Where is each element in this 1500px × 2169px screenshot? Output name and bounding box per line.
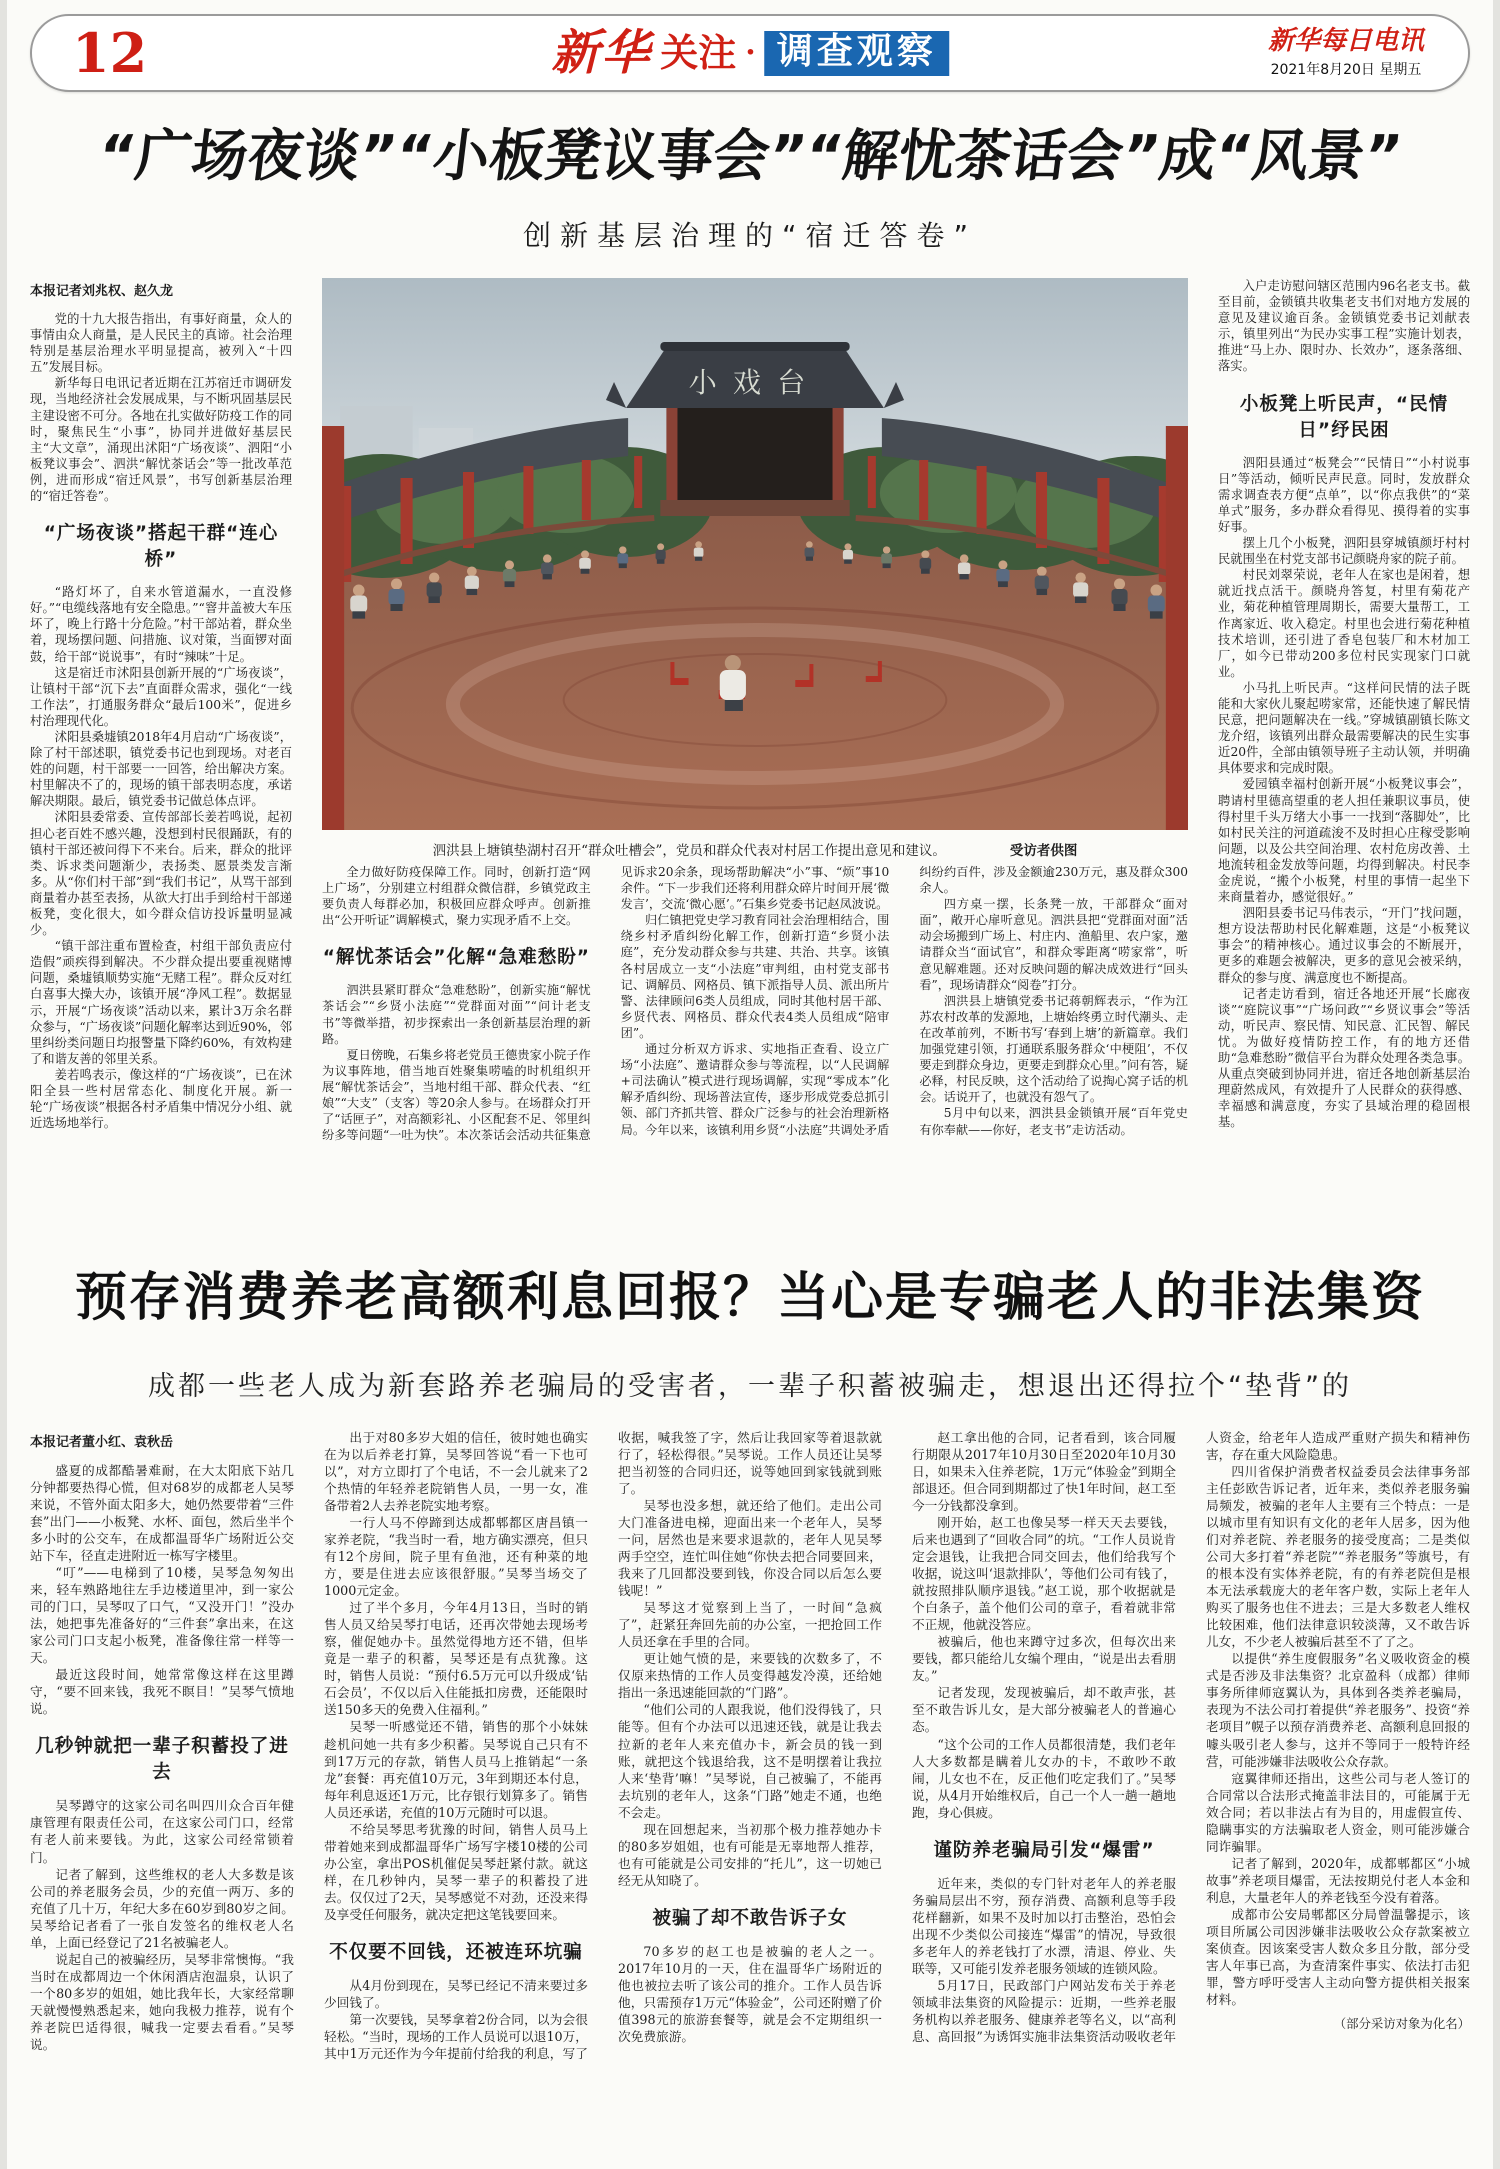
paragraph: 成都市公安局郫都区分局曾温馨提示，该项目所属公司因涉嫌非法吸收公众存款案被立案侦查。因该案受害人数众多且分散，部分受害人年事已高，为查清案件事实、依法打击犯罪，警方呼吁受害人主动向警方提供相关报案材料。 (1206, 1906, 1470, 2007)
paragraph: 吴琴蹲守的这家公司名叫四川众合百年健康管理有限责任公司，在这家公司门口，经常有老人前来要钱。为此，这家公司经常锁着门。 (30, 1798, 294, 1865)
article-governance (30, 122, 1470, 1223)
section-heading: 被骗了却不敢告诉子女 (652, 1907, 848, 1929)
paragraph: 不给吴琴思考犹豫的时间，销售人员马上带着她来到成都温哥华广场写字楼10楼的公司办公室，拿出POS机催促吴琴赶紧付款。就这样，在几秒钟内，吴琴一辈子的积蓄投了进去。仅仅过了2天，吴琴感觉不对劲，还没来得及享受任何服务，就决定把这笔钱要回来。 (324, 1821, 588, 1922)
page-edge-right (1493, 0, 1500, 2169)
paragraph: “路灯坏了，自来水管道漏水，一直没修好。”“电缆线落地有安全隐患。”“窨井盖被大车压坏了，晚上行路十分危险。”村干部站着，群众坐着，现场摆问题、问措施、议对策，当面锣对面鼓，给干部“说说事”，有时“辣味”十足。 (30, 585, 292, 664)
article-elder-scam (30, 1267, 1470, 2129)
article1-headline: “广场夜谈”“小板凳议事会”“解忧茶话会”成“风景” (94, 124, 1406, 189)
article2-headline: 预存消费养老高额利息回报？当心是专骗老人的非法集资 (74, 1267, 1425, 1328)
paragraph: 从4月份到现在，吴琴已经记不清来要过多少回钱了。 (324, 1977, 588, 2010)
photo-credit: 受访者供图 (1009, 843, 1078, 859)
paragraph: 爱园镇幸福村创新开展“小板凳议事会”，聘请村里德高望重的老人担任兼职议事员，使得村里千头万绪大小事一一找到“落脚处”，比如村民关注的河道疏浚不及时担心庄稼受影响问题，以及公共空间治理、农村危房改善、土地流转租金发放等问题，均得到解决。村民李金虎说，“搬个小板凳，村里的事情一起坐下来商量着办，感觉很好。” (1218, 777, 1470, 905)
article1-middle-columns (322, 864, 1188, 1223)
paragraph: 更让她气愤的是，来要钱的次数多了，不仅原来热情的工作人员变得越发冷漠，还给她指出一条迅速能回款的“门路”。 (618, 1651, 882, 1701)
paragraph: 四川省保护消费者权益委员会法律事务部主任彭欧告诉记者，近年来，类似养老服务骗局频发，被骗的老年人主要有三个特点：一是以城市里有知识有文化的老年人居多，因为他们对养老院、养老服务的接受度高；二是类似公司大多打着“养老院”“养老服务”等旗号，有的根本没有实体养老院，有的有养老院但是根本无法承载庞大的老年客户数，实际上老年人购买了服务也住不进去；三是大多数老人维权比较困难，他们法律意识较淡薄，又不敢告诉儿女，不少老人被骗后甚至不了了之。 (1206, 1464, 1470, 1650)
paragraph: 说起自己的被骗经历，吴琴非常懊悔。“我当时在成都周边一个休闲酒店泡温泉，认识了一个80多岁的姐姐，她比我年长，大家经常聊天就慢慢熟悉起来，她向我极力推荐，说有个养老院巴适得很，喊我一定要去看看。”吴琴说。 (30, 1951, 294, 2052)
masthead-right (1267, 25, 1424, 79)
section-heading: 谨防养老骗局引发“爆雷” (933, 1839, 1155, 1861)
paragraph: 5月17日，民政部门户网站发布关于养老领域非法集资的风险提示：近期，一些养老服务机构以养老服务、健康养老等名义，以“高利息、高回报”为诱饵实施非法集资活动吸收老年人资金，给老年人造成严重财产损失和精神伤害，存在重大风险隐患。 (912, 1430, 1470, 2044)
section-heading: 不仅要不回钱，还被连环坑骗 (329, 1941, 583, 1963)
paragraph: 夏日傍晚，石集乡将老党员王德贵家小院子作为议事阵地，借当地百姓聚集唠嗑的时机组织开展“解忧茶话会”，当地村组干部、群众代表、“红娘”“大支”（支客）等20余人参与。在场群众打开了“话匣子”，对高额彩礼、小区配套不足、邻里纠纷多等问题“一吐为快”。本次茶话会活动共征集意见诉求20余条，现场帮助解决“小”事、“烦”事10余件。“下一步我们还将利用群众碎片时间开展‘微发言’，交流‘微心愿’。”石集乡党委书记赵凤波说。 (322, 865, 890, 1143)
masthead (30, 14, 1470, 92)
stage-sign-text: 小戏台 (688, 366, 822, 399)
paragraph: 泗阳县委书记马伟表示，“开门”找问题，想方设法帮助村民化解难题，这是“小板凳议事会”的精神核心。通过议事会的不断展开，更多的难题会被解决，更多的意见会被采纳，群众的参与度、满意度也不断提高。 (1218, 906, 1470, 985)
paragraph: 这是宿迁市沭阳县创新开展的“广场夜谈”，让镇村干部“沉下去”直面群众需求，强化“一线工作法”，打通服务群众“最后100米”，促进乡村治理现代化。 (30, 665, 292, 728)
footnote: （部分采访对象为化名） (1333, 2015, 1470, 2031)
section-name-badge: 调查观察 (765, 31, 949, 76)
paragraph: 第一次要钱，吴琴拿着2份合同，以为会很轻松。“当时，现场的工作人员说可以退10万，其中1万元还作为今年提前付给我的利息，写了收据，喊我签了字，然后让我回家等着退款就行了，轻松得很。”吴琴说。工作人员还让吴琴把当初签的合同归还，说等她回到家钱就到账了。 (324, 1430, 882, 2061)
paragraph: 记者发现，发现被骗后，却不敢声张，甚至不敢告诉儿女，是大部分被骗老人的普遍心态。 (912, 1685, 1176, 1735)
photo-caption-row (322, 830, 1188, 864)
section-heading: 几秒钟就把一辈子积蓄投了进去 (35, 1736, 289, 1784)
article-photo (322, 278, 1188, 830)
paragraph: 记者了解到，这些维权的老人大多数是该公司的养老服务会员，少的充值一两万、多的充值了几十万，年纪大多在60岁到80岁之间。吴琴给记者看了一张自发签名的维权老人名单，上面已经登记了21名被骗老人。 (30, 1866, 294, 1950)
paragraph: 沭阳县桑墟镇2018年4月启动“广场夜谈”，除了村干部述职，镇党委书记也到现场。对老百姓的问题，村干部要一一回答，给出解决方案。村里解决不了的，现场的镇干部表明态度，承诺解决期限。最后，镇党委书记做总体点评。 (30, 729, 292, 809)
paragraph: 出于对80多岁大姐的信任，彼时她也确实在为以后养老打算，吴琴回答说“看一下也可以”，对方立即打了个电话，不一会儿就来了2个热情的年轻养老院销售人员，一男一女，准备带着2人去养老院实地考察。 (324, 1430, 588, 1514)
paragraph: 现在回想起来，当初那个极力推荐她办卡的80多岁姐姐，也有可能是无辜地帮人推荐，也有可能就是公司安排的“托儿”，这一切她已经无从知晓了。 (618, 1821, 882, 1888)
paragraph: 一行人马不停蹄到达成都郫都区唐昌镇一家养老院，“我当时一看，地方确实漂亮，但只有12个房间，院子里有鱼池，还有种菜的地方，要是住进去应该很舒服。”吴琴当场交了1000元定金。 (324, 1515, 588, 1599)
paragraph: “这个公司的工作人员都很清楚，我们老年人大多数都是瞒着儿女办的卡，不敢吵不敢闹，儿女也不在，反正他们吃定我们了。”吴琴说，从4月开始维权后，自己一个人一趟一趟地跑，身心俱疲。 (912, 1736, 1176, 1820)
paragraph: 记者了解到，2020年，成都郫都区“小城故事”养老项目爆雷，无法按期兑付老人本金和利息，大量老年人的养老钱至今没有着落。 (1206, 1855, 1470, 1905)
paragraph: 姜若鸣表示，像这样的“广场夜谈”，已在沭阳全县一些村居常态化、制度化开展。新一轮“广场夜谈”根据各村矛盾集中情况分小组、就近选场地举行。 (30, 1067, 292, 1131)
section-heading: “广场夜谈”搭起干群“连心桥” (43, 523, 279, 571)
paragraph: 泗阳县通过“板凳会”“民情日”“小村说事日”等活动，倾听民声民意。同时，发放群众需求调查表方便“点单”，以“你点我供”的“菜单式”服务，多办群众看得见、摸得着的实事好事。 (1218, 455, 1470, 534)
paragraph: 通过分析双方诉求、实地指正查看、设立广场“小法庭”、邀请群众参与等流程，以“人民调解+司法确认”模式进行现场调解，实现“零成本”化解矛盾纠纷、现场普法宣传，逐步形成党委总抓引领、部门齐抓共管、群众广泛参与的社会治理新格局。今年以来，该镇利用乡贤“小法庭”共调处矛盾纠纷约百件，涉及金额逾230万元，惠及群众300余人。 (620, 865, 1188, 1137)
paragraph: 刚开始，赵工也像吴琴一样天天去要钱，后来也遇到了“回收合同”的坑。“工作人员说肯定会退钱，让我把合同交回去，他们给我写个收据，说这叫‘退款排队’，等他们公司有钱了，就按照排队顺序退钱。”赵工说，那个收据就是个白条子，盖个他们公司的章子，看着就非常不正规，他就没答应。 (912, 1515, 1176, 1633)
byline: 本报记者董小红、袁秋岳 (30, 1435, 174, 1451)
page-edge-left (0, 0, 7, 2169)
paragraph: 归仁镇把党史学习教育同社会治理相结合，围绕乡村矛盾纠纷化解工作，创新打造“乡贤小法庭”，充分发动群众参与共建、共治、共享。该镇各村居成立一支“小法庭”审判组，由村党支部书记、调解员、网格员、镇下派指导人员、派出所片警、法律顾问6类人员组成，同时其他村居干部、乡贤代表、网格员、群众代表4类人员组成“陪审团”。 (620, 913, 890, 1040)
article1-column-right (1218, 278, 1470, 1223)
paragraph: 党的十九大报告指出，有事好商量，众人的事情由众人商量，是人民民主的真谛。社会治理特别是基层治理水平明显提高，被列入“十四五”发展目标。 (30, 312, 292, 375)
paragraph: 沭阳县委常委、宣传部部长姜若鸣说，起初担心老百姓不感兴趣，没想到村民很踊跃，有的镇村干部还被问得下不来台。后来，群众的批评类、诉求类问题渐少，表扬类、愿景类发言渐多。从“你们村干部”到“我们书记”，从骂干部到商量着办甚至表扬，从欲大打出手到给村干部递板凳，变化很大，如今群众信访投诉量明显减少。 (30, 810, 292, 938)
paragraph: 记者走访看到，宿迁各地还开展“长廊夜谈”“庭院议事”“广场问政”“乡贤议事会”等活动，听民声、察民情、知民意、汇民智、解民忧。为做好疫情防控工作，有的地方还借助“急难愁盼”微信平台为群众处理各类急事。从重点突破到协同并进，宿迁各地创新基层治理蔚然成风，有效提升了人民群众的获得感、幸福感和满意度，夯实了县域治理的稳固根基。 (1218, 986, 1470, 1130)
focus-label: 关注 (660, 31, 737, 75)
paragraph: 近年来，类似的专门针对老年人的养老服务骗局层出不穷，预存消费、高额利息等手段花样翻新，如果不及时加以打击整治，恐怕会出现不少类似公司接连“爆雷”的情况，导致很多老年人的养老钱打了水漂，清退、停业、失联等，又可能引发养老服务领域的连锁风险。 (912, 1875, 1176, 1976)
paragraph: 以提供“养生度假服务”名义吸收资金的模式是否涉及非法集资？北京盈科（成都）律师事务所律师寇翼认为，具体到各类养老骗局，表现为不法公司打着提供“养老服务”、投资“养老项目”幌子以预存消费养老、高额利息回报的噱头吸引老人参与，这并不等同于一般特许经营，可能涉嫌非法吸收公众存款。 (1206, 1651, 1470, 1769)
paragraph: 新华每日电讯记者近期在江苏宿迁市调研发现，当地经济社会发展成果，与不断巩固基层民主建设密不可分。各地在扎实做好防疫工作的同时，聚焦民生“小事”，协同并进做好基层民主“大文章”，涌现出沭阳“广场夜谈”、泗阳“小板凳议事会”、泗洪“解忧茶话会”等一批改革范例，进而形成“宿迁风景”，书写创新基层治理的“宿迁答卷”。 (30, 376, 292, 504)
photo-caption: 泗洪县上塘镇垫湖村召开“群众吐槽会”，党员和群众代表对村居工作提出意见和建议。 (432, 843, 946, 859)
paragraph: 最近这段时间，她常常像这样在这里蹲守，“要不回来钱，我死不瞑目！”吴琴气愤地说。 (30, 1667, 294, 1717)
article1-middle (322, 278, 1188, 1223)
paragraph: 5月中旬以来，泗洪县金锁镇开展“百年党史有你奉献——你好，老支书”走访活动。 (919, 1106, 1188, 1137)
section-heading: “解忧茶话会”化解“急难愁盼” (322, 947, 590, 969)
paragraph: 吴琴这才觉察到上当了，一时间“急疯了”，赶紧狂奔回先前的办公室，一把抢回工作人员还拿在手里的合同。 (618, 1600, 882, 1650)
paragraph: “他们公司的人跟我说，他们没得钱了，只能等。但有个办法可以迅速还钱，就是让我去拉新的老年人来充值办卡，新会员的钱一到账，就把这个钱退给我，这不是明摆着让我拉人来‘垫背’嘛！”吴琴说，自己被骗了，不能再去坑别的老年人，这条“门路”她走不通，也绝不会走。 (618, 1702, 882, 1820)
edition-logo: 新华每日电讯 (1267, 25, 1424, 56)
article1-subtitle: 创新基层治理的“宿迁答卷” (522, 219, 977, 252)
date-line: 2021年8月20日 星期五 (1270, 61, 1422, 78)
article2-body (30, 1429, 1470, 2129)
article2-subtitle: 成都一些老人成为新套路养老骗局的受害者，一辈子积蓄被骗走，想退出还得拉个“垫背”的 (148, 1371, 1352, 1403)
page-number: 12 (72, 21, 148, 85)
paragraph: 被骗后，他也来蹲守过多次，但每次出来要钱，都只能给儿女编个理由，“说是出去看朋友。” (912, 1634, 1176, 1684)
paragraph: “镇干部注重布置检查，村组干部负责应付造假”顽疾得到解决。不少群众提出要重视赌博问题，桑墟镇顺势实施“无赌工程”。群众反对红白喜事大操大办，该镇开展“净风工程”。数据显示，开展“广场夜谈”活动以来，累计3万余名群众参与，“广场夜谈”问题化解率达到近90%，邻里纠纷类问题日均报警量下降约60%，有效构建了和谐友善的邻里关系。 (30, 939, 292, 1066)
paragraph: 过了半个多月，今年4月13日，当时的销售人员又给吴琴打电话，还再次带她去现场考察，催促她办卡。虽然觉得地方还不错，但毕竟是一辈子的积蓄，吴琴还是有点犹豫。这时，销售人员说：“预付6.5万元可以升级成‘钻石会员’，不仅以后入住能抵扣房费，还能限时送150多天的免费入住福利。” (324, 1600, 588, 1718)
paragraph: 入户走访慰问辖区范围内96名老支书。截至目前，金锁镇共收集老支书们对地方发展的意见及建议逾百条。金锁镇党委书记刘献表示，镇里列出“为民办实事工程”实施计划表，推进“马上办、限时办、长效办”，逐条落细、落实。 (1218, 279, 1470, 374)
paragraph: 赵工拿出他的合同，记者看到，该合同履行期限从2017年10月30日至2020年10月30日，如果未入住养老院，1万元“体验金”到期全部退还。但合同到期都过了快1年时间，赵工至今一分钱都没拿到。 (912, 1430, 1176, 1514)
photo-illustration (322, 278, 1188, 830)
article1-body (30, 278, 1470, 1223)
paragraph: 全力做好防疫保障工作。同时，创新打造“网上广场”，分别建立村组群众微信群，乡镇党政主要负责人每群必加，积极回应群众呼声。创新推出“公开听证”调解模式，聚力实现矛盾不上交。 (322, 865, 591, 928)
paragraph: 泗洪县上塘镇党委书记蒋朝辉表示，“作为江苏农村改革的发源地，上塘始终勇立时代潮头、走在改革前列，不断书写‘春到上塘’的新篇章。我们加强党建引领，打通联系服务群众‘中梗阻’，不仅要走到群众身边，更要走到群众心里。”问有答，疑必释，村民反映，这个活动给了说掏心窝子话的机会。话说开了，也就没有怨气了。 (919, 993, 1188, 1105)
paragraph: 盛夏的成都酷暑难耐，在大太阳底下站几分钟都要热得心慌，但对68岁的成都老人吴琴来说，不管外面太阳多大，她仍然要带着“三件套”出门——小板凳、水杯、面包，然后坐半个多小时的公交车，在成都温哥华广场附近公交站下车，径直走进附近一栋写字楼里。 (30, 1463, 294, 1564)
paragraph: 吴琴也没多想，就还给了他们。走出公司大门准备进电梯，迎面出来一个老年人，吴琴一问，居然也是来要求退款的，老年人见吴琴两手空空，连忙叫住她“你快去把合同要回来，我来了几回都没要到钱，你没合同以后怎么要钱呢！” (618, 1498, 882, 1599)
paragraph: 四方桌一摆，长条凳一放，干部群众“面对面”，敞开心扉听意见。泗洪县把“党群面对面”活动会场搬到广场上、村庄内、渔船里、农户家，邀请群众当“面试官”，和群众零距离“唠家常”，听意见解难题。还对反映问题的解决成效进行“回头看”，现场请群众“阅卷”打分。 (919, 897, 1188, 992)
paragraph: 村民刘翠荣说，老年人在家也是闲着，想就近找点活干。颜晓舟答复，村里有菊花产业，菊花种植管理周期长，需要大量帮工，工作离家近、收入稳定。村里也会进行菊花种植技术培训，还引进了香皂包装厂和木材加工厂，如今已带动200多位村民实现家门口就业。 (1218, 568, 1470, 679)
paragraph: 小马扎上听民声。“这样问民情的法子既能和大家伙儿聚起唠家常，还能快速了解民情民意，把问题解决在一线。”穿城镇副镇长陈文龙介绍，该镇列出群众最需要解决的民生实事近20件，全部由镇领导班子主动认领，并明确具体要求和完成时限。 (1218, 680, 1470, 776)
section-heading: 小板凳上听民声，“民情日”纾民困 (1239, 393, 1449, 441)
separator-dot: · (745, 35, 756, 70)
byline: 本报记者刘兆权、赵久龙 (30, 284, 174, 299)
paragraph: 70多岁的赵工也是被骗的老人之一。2017年10月的一天，住在温哥华广场附近的他也被拉去听了该公司的推介。工作人员告诉他，只需预存1万元“体验金”，公司还附赠了价值398元的旅游套餐等，就是会不定期组织一次免费旅游。 (618, 1943, 882, 2044)
paragraph: 吴琴一听感觉还不错，销售的那个小妹妹趁机问她一共有多少积蓄。吴琴说自己只有不到17万元的存款，销售人员马上推销起“一条龙”套餐：再充值10万元，3年到期还本付息，每年利息返还1万元，比存银行划算多了。销售人员还承诺，充值的10万元随时可以退。 (324, 1719, 588, 1820)
xinhua-logo: 新华 (551, 25, 652, 81)
paragraph: 寇翼律师还指出，这些公司与老人签订的合同常以合法形式掩盖非法目的，可能属于无效合同；若以非法占有为目的，用虚假宣传、隐瞒事实的方法骗取老人资金，则可能涉嫌合同诈骗罪。 (1206, 1770, 1470, 1854)
paragraph: 摆上几个小板凳，泗阳县穿城镇颜圩村村民就围坐在村党支部书记颜晓舟家的院子前。 (1218, 536, 1470, 567)
article1-column-left (30, 278, 292, 1223)
paragraph: 泗洪县紧盯群众“急难愁盼”，创新实施“解忧茶话会”“乡贤小法庭”“党群面对面”“问计老支书”等微举措，初步探索出一条创新基层治理的新路。 (322, 983, 591, 1046)
paragraph: “叮”——电梯到了10楼，吴琴急匆匆出来，轻车熟路地往左手边楼道里冲，到一家公司的门口，吴琴叹了口气，“又没开门！”没办法，她把事先准备好的“三件套”拿出来，在这家公司门口支起小板凳，准备像往常一样等一天。 (30, 1565, 294, 1666)
masthead-center (551, 25, 949, 81)
